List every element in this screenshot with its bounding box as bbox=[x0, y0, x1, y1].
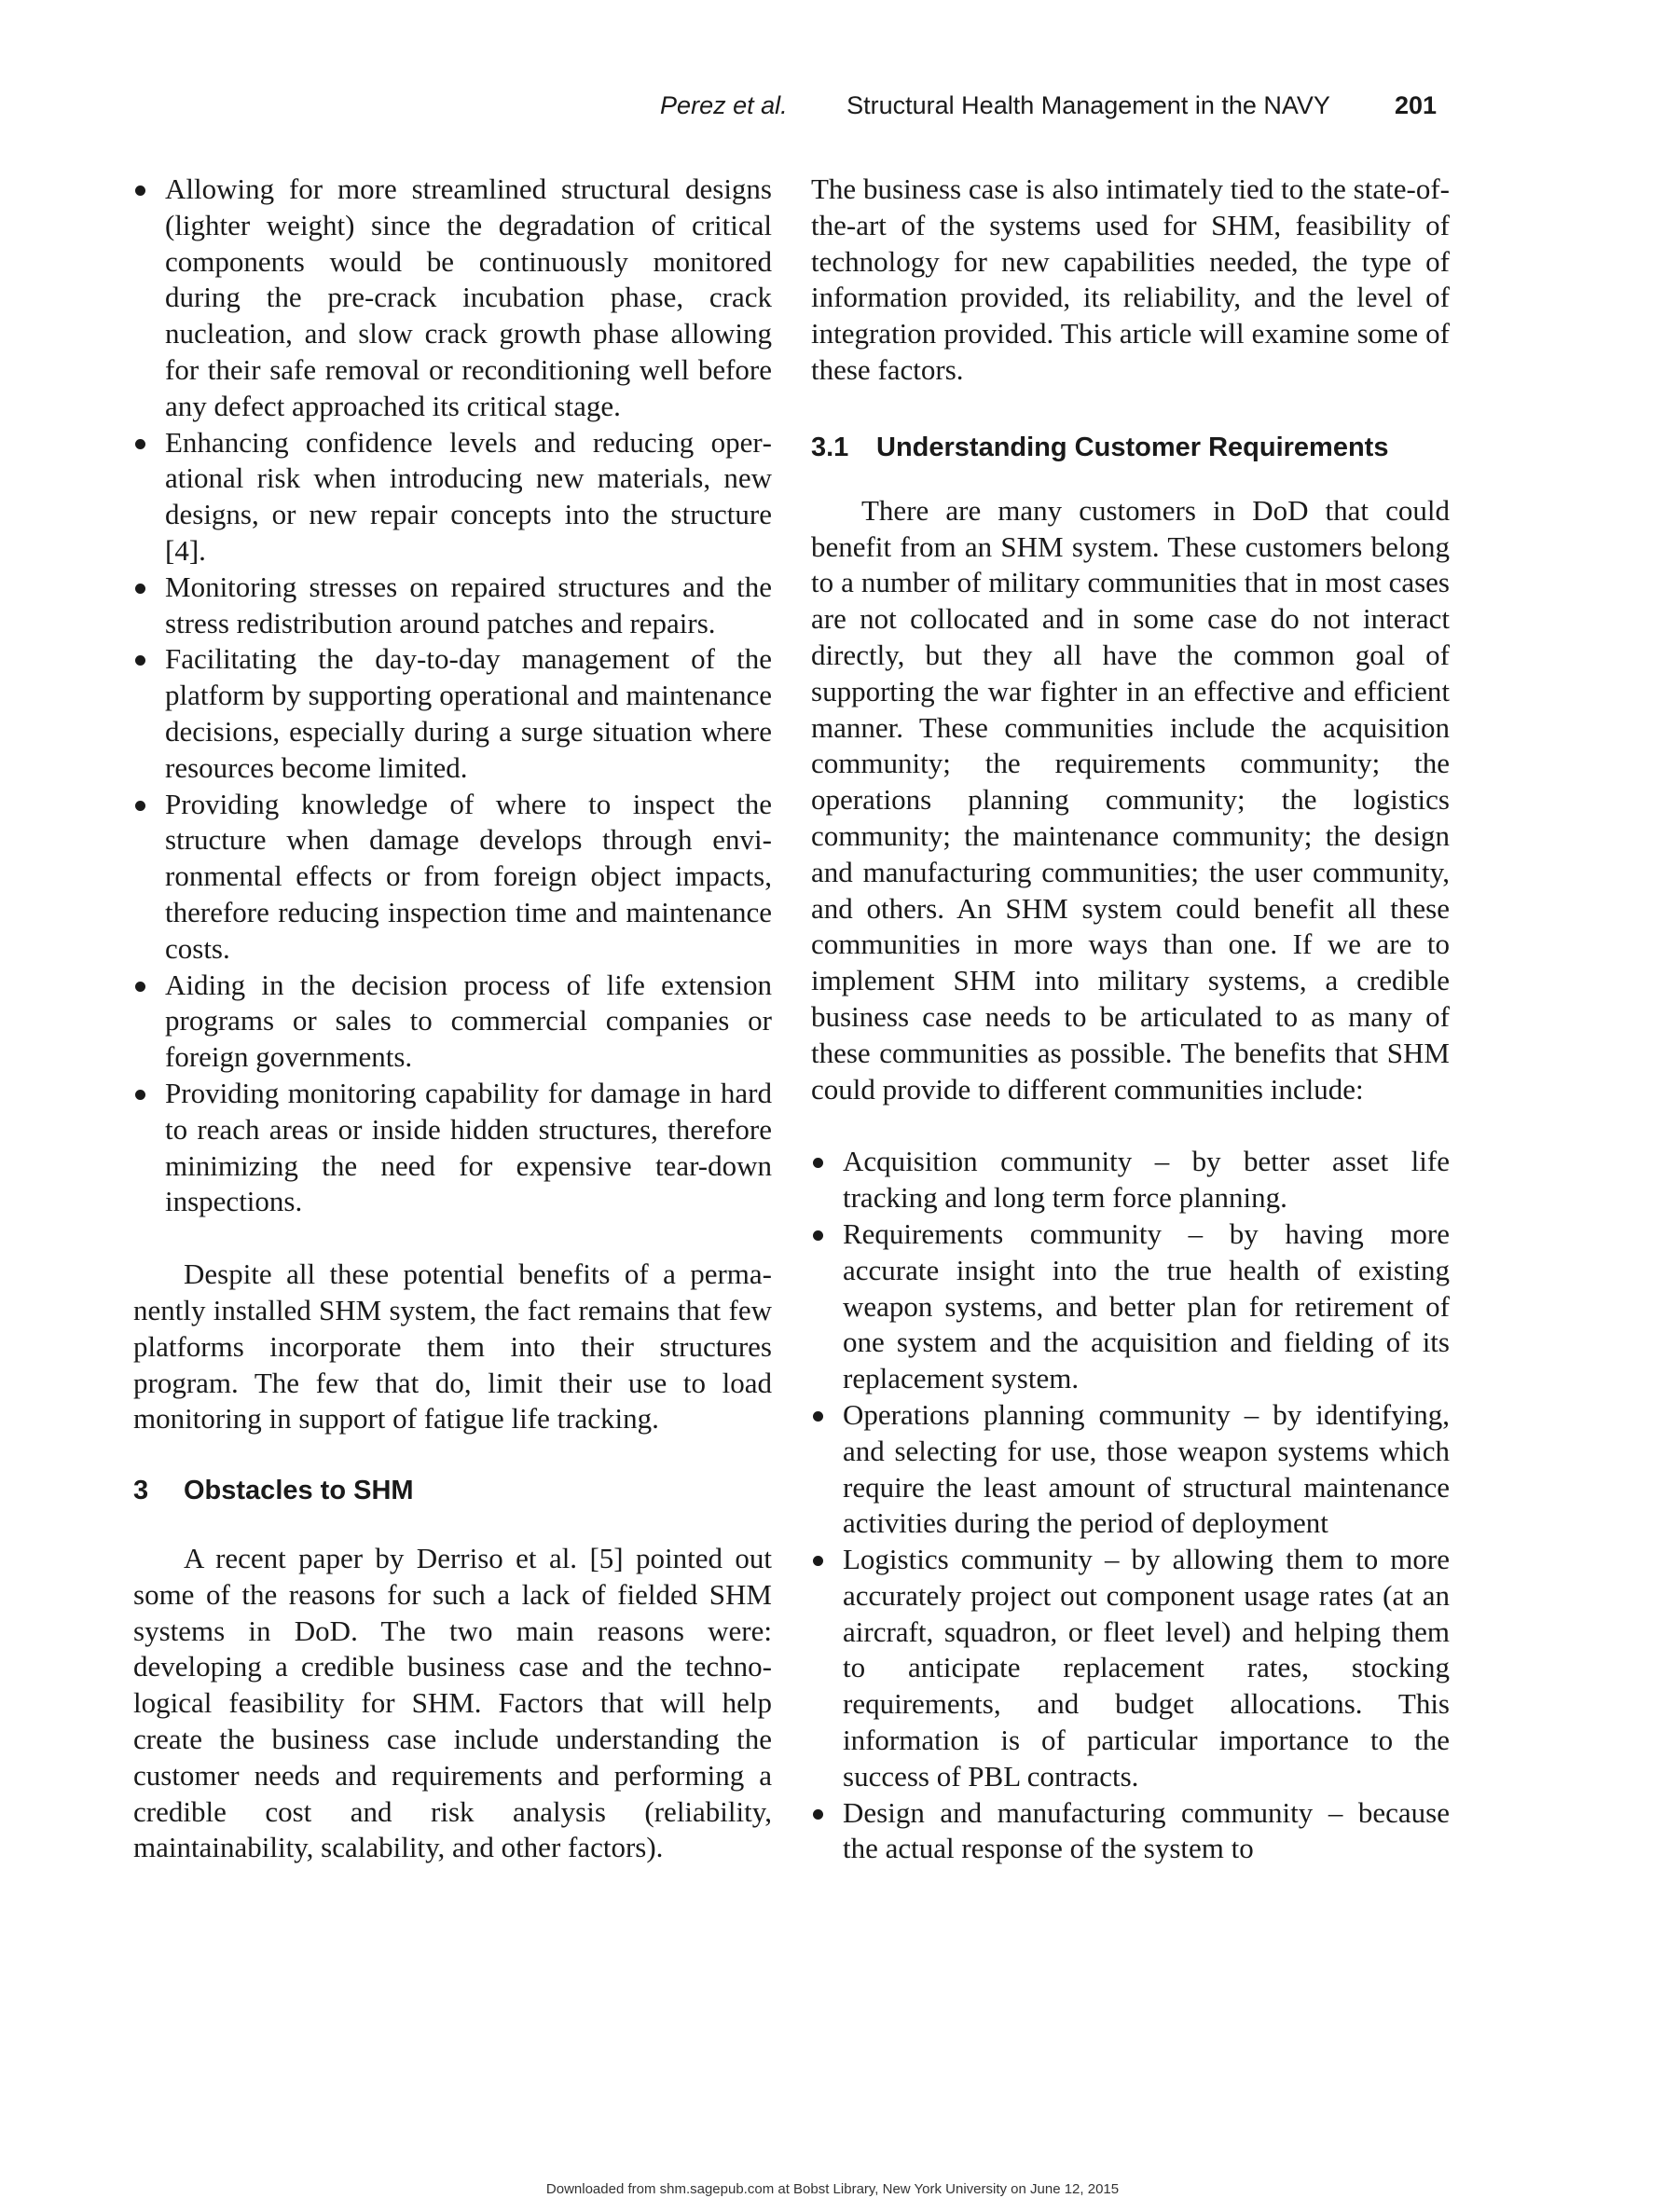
list-item: Design and manufacturing community – because the actual response of the system to bbox=[811, 1795, 1450, 1868]
section-title: Obstacles to SHM bbox=[184, 1476, 414, 1506]
benefits-bullet-list bbox=[133, 172, 772, 1220]
bullet-dot-icon bbox=[813, 1158, 823, 1168]
bullet-dot-icon bbox=[135, 655, 145, 666]
bullet-dot-icon bbox=[135, 439, 145, 449]
community-bullet-list bbox=[811, 1144, 1450, 1867]
download-footer: Downloaded from shm.sagepub.com at Bobst Library, New York University on June 12, 2015 bbox=[545, 2181, 1120, 2197]
list-item: Allowing for more streamlined structural designs (lighter weight) since the degradation of critical components would be continuously monitored during the pre-crack incubation phase, crack nucleation, and slow crack growth phase allowing for their safe removal or reconditioning well before any defect approached its critical stage. bbox=[133, 172, 772, 425]
list-item: Monitoring stresses on repaired structures and the stress redistribution around patches and repairs. bbox=[133, 570, 772, 642]
list-item: Logistics community – by allowing them to more accurately project out component usage rates (at an aircraft, squadron, or fleet level) and helping them to anticipate replacement rates, stocking requirements, and budget allocations. This information is of particular importance to the success of PBL contracts. bbox=[811, 1542, 1450, 1795]
list-item: Enhancing confidence levels and reducing operational risk when introducing new materials, new designs, or new repair concepts into the structure [4]. bbox=[133, 425, 772, 570]
paragraph-business-case: The business case is also intimately tied to the state-of-the-art of the systems used for SHM, feasibility of technology for new capabilities needed, the type of information provided, its reliability, and the level of integration provided. This article will examine some of these factors. bbox=[811, 172, 1450, 386]
list-item: Operations planning community – by identifying, and selecting for use, those weapon systems which require the least amount of structural maintenance activities during the period of deployment bbox=[811, 1397, 1450, 1542]
section-number: 3.1 bbox=[811, 432, 849, 462]
bullet-dot-icon bbox=[813, 1411, 823, 1422]
bullet-dot-icon bbox=[135, 185, 145, 196]
list-item: Providing knowledge of where to inspect the structure when damage develops through environmental effects or from foreign object impacts, therefore reducing inspection time and maintenance costs. bbox=[133, 787, 772, 968]
right-column bbox=[811, 172, 1450, 1867]
section-3-heading bbox=[133, 1473, 772, 1508]
paragraph-recent-paper: A recent paper by Derriso et al. [5] pointed out some of the reasons for such a lack of fielded SHM systems in DoD. The two main reasons were: developing a credible business case and the technological feasibility for SHM. Factors that will help create the business case include understanding the customer needs and requirements and performing a credible cost and risk analysis (reliability, maintainability, scalability, and other factors). bbox=[133, 1542, 772, 1864]
list-item: Providing monitoring capability for damage in hard to reach areas or inside hidden structures, therefore minimizing the need for expensive tear-down inspections. bbox=[133, 1076, 772, 1220]
paragraph-despite: Despite all these potential benefits of a permanently installed SHM system, the fact remains that few platforms incorporate them into their structures program. The few that do, limit their use to load monitoring in support of fatigue life tracking. bbox=[133, 1257, 772, 1436]
running-head-authors: Perez et al. bbox=[660, 91, 788, 119]
bullet-dot-icon bbox=[135, 584, 145, 594]
list-item: Facilitating the day-to-day management of the platform by supporting operational and maintenance decisions, especially during a surge situation where resources become limited. bbox=[133, 641, 772, 786]
left-column bbox=[133, 172, 772, 1866]
running-head bbox=[660, 91, 1437, 120]
page-number: 201 bbox=[1394, 91, 1437, 119]
bullet-dot-icon bbox=[813, 1556, 823, 1566]
bullet-dot-icon bbox=[813, 1809, 823, 1820]
bullet-dot-icon bbox=[135, 982, 145, 992]
list-item: Acquisition community – by better asset life tracking and long term force planning. bbox=[811, 1144, 1450, 1216]
paragraph-customers: There are many customers in DoD that could benefit from an SHM system. These customers belong to a number of military communities that in most cases are not collocated and in some case do not interact directly, but they all have the common goal of supporting the war fighter in an effective and efficient manner. These communities include the acquisition community; the requirements community; the operations planning community; the logistics community; the maintenance community; the design and manufacturing communities; the user community, and others. An SHM system could benefit all these communities in more ways than one. If we are to implement SHM into military systems, a credible business case needs to be articulated to as many of these communities as possible. The benefits that SHM could provide to different communities include: bbox=[811, 493, 1450, 1106]
list-item: Requirements community – by having more accurate insight into the true health of existing weapon systems, and better plan for retirement of one system and the acquisition and fielding of its replacement system. bbox=[811, 1216, 1450, 1397]
bullet-dot-icon bbox=[813, 1230, 823, 1241]
bullet-dot-icon bbox=[135, 801, 145, 811]
section-title: Understanding Customer Requirements bbox=[876, 432, 1389, 462]
bullet-dot-icon bbox=[135, 1090, 145, 1100]
running-head-journal-title: Structural Health Management in the NAVY bbox=[846, 91, 1330, 119]
list-item: Aiding in the decision process of life extension programs or sales to commercial companies or foreign governments. bbox=[133, 968, 772, 1076]
section-3-1-heading bbox=[811, 430, 1450, 465]
section-number: 3 bbox=[133, 1476, 149, 1506]
